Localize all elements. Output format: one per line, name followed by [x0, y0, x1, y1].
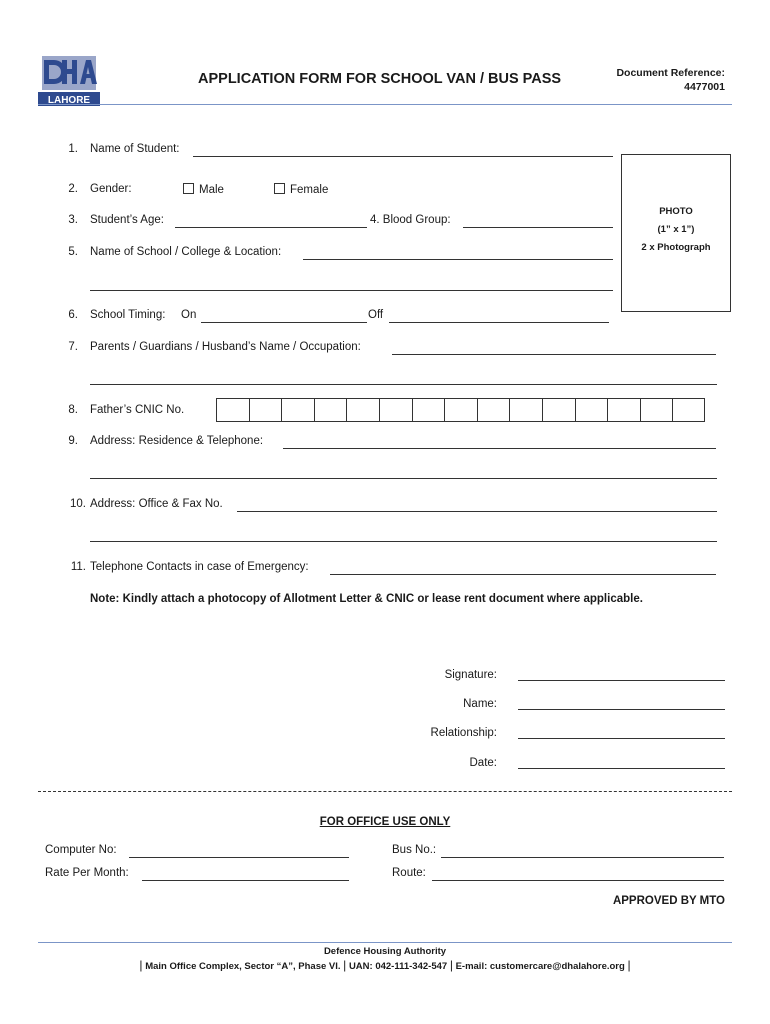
timing-on-field[interactable] [201, 322, 367, 323]
field-number: 11. [70, 561, 86, 573]
cnic-digit-box[interactable] [412, 398, 445, 422]
cnic-digit-box[interactable] [444, 398, 477, 422]
guardian-field[interactable] [392, 354, 716, 355]
residence-address-field-2[interactable] [90, 478, 717, 479]
checkbox-icon[interactable] [183, 183, 194, 194]
photo-size: (1” x 1”) [657, 224, 695, 235]
form-title: APPLICATION FORM FOR SCHOOL VAN / BUS PASS [198, 71, 562, 87]
cnic-label: Father’s CNIC No. [90, 404, 185, 416]
gender-label: Gender: [90, 183, 132, 195]
guardian-field-2[interactable] [90, 384, 717, 385]
field-number: 3. [68, 214, 78, 226]
footer-contact: | Main Office Complex, Sector “A”, Phase VI. | UAN: 042-111-342-547 | E-mail: customercare@dhalahore.org | [139, 958, 631, 972]
dha-logo [38, 50, 100, 106]
field-number: 7. [68, 341, 78, 353]
student-age-label: Student’s Age: [90, 214, 164, 226]
name-of-student-label: Name of Student: [90, 143, 180, 155]
bus-no-field[interactable] [441, 857, 724, 858]
relationship-field[interactable] [518, 738, 725, 739]
bus-no-label: Bus No.: [392, 844, 437, 856]
office-use-heading: FOR OFFICE USE ONLY [319, 816, 451, 828]
cnic-digit-box[interactable] [640, 398, 673, 422]
computer-no-field[interactable] [129, 857, 349, 858]
cnic-digit-box[interactable] [672, 398, 705, 422]
guardian-label: Parents / Guardians / Husband’s Name / Occupation: [90, 341, 361, 353]
office-address-field[interactable] [237, 511, 717, 512]
residence-address-field[interactable] [283, 448, 716, 449]
gender-female-option[interactable] [274, 183, 328, 196]
cnic-digit-box[interactable] [346, 398, 379, 422]
office-address-label: Address: Office & Fax No. [90, 498, 223, 510]
school-location-label: Name of School / College & Location: [90, 246, 282, 258]
signature-label: Signature: [444, 669, 497, 681]
school-location-field[interactable] [303, 259, 613, 260]
attachment-note: Note: Kindly attach a photocopy of Allotment Letter & CNIC or lease rent document where applicable. [90, 593, 643, 605]
field-number: 1. [68, 143, 78, 155]
timing-off-label: Off [368, 309, 384, 321]
relationship-label: Relationship: [430, 727, 497, 739]
timing-off-field[interactable] [389, 322, 609, 323]
cnic-digit-box[interactable] [281, 398, 314, 422]
approved-by-label: APPROVED BY MTO [612, 895, 725, 907]
office-address-field-2[interactable] [90, 541, 717, 542]
name-of-student-field[interactable] [193, 156, 613, 157]
route-label: Route: [392, 867, 426, 879]
header-rule [38, 104, 732, 105]
logo-text: LAHORE [47, 95, 91, 106]
school-timing-label: School Timing: [90, 309, 166, 321]
emergency-contact-label: Telephone Contacts in case of Emergency: [90, 561, 309, 573]
photo-title: PHOTO [659, 206, 693, 217]
signer-name-label: Name: [463, 698, 497, 710]
signer-name-field[interactable] [518, 709, 725, 710]
blood-group-label: 4. Blood Group: [370, 214, 451, 226]
doc-ref-value: 4477001 [684, 81, 725, 93]
date-label: Date: [469, 757, 497, 769]
photo-note: 2 x Photograph [641, 242, 711, 253]
timing-on-label: On [181, 309, 197, 321]
blood-group-field[interactable] [463, 227, 613, 228]
gender-male-option[interactable] [183, 183, 224, 196]
field-number: 9. [68, 435, 78, 447]
cnic-digit-box[interactable] [379, 398, 412, 422]
rate-per-month-label: Rate Per Month: [45, 867, 129, 879]
computer-no-label: Computer No: [45, 844, 117, 856]
photo-box[interactable] [621, 154, 731, 312]
route-field[interactable] [432, 880, 724, 881]
field-number: 2. [68, 183, 78, 195]
signature-field[interactable] [518, 680, 725, 681]
cnic-boxes[interactable] [216, 398, 705, 422]
footer-email[interactable]: E-mail: customercare@dhalahore.org [455, 961, 625, 972]
field-number: 8. [68, 404, 78, 416]
cnic-digit-box[interactable] [477, 398, 510, 422]
residence-address-label: Address: Residence & Telephone: [90, 435, 264, 447]
cnic-digit-box[interactable] [249, 398, 282, 422]
emergency-contact-field[interactable] [330, 574, 716, 575]
date-field[interactable] [518, 768, 725, 769]
footer-rule [38, 942, 732, 943]
cnic-digit-box[interactable] [314, 398, 347, 422]
female-label: Female [290, 184, 329, 196]
checkbox-icon[interactable] [274, 183, 285, 194]
cnic-digit-box[interactable] [575, 398, 608, 422]
field-number: 5. [68, 246, 78, 258]
field-number: 10. [70, 498, 86, 510]
cut-line [38, 791, 732, 792]
school-location-field-2[interactable] [90, 290, 613, 291]
cnic-digit-box[interactable] [509, 398, 542, 422]
footer-uan: UAN: 042-111-342-547 [348, 961, 448, 972]
footer-org: Defence Housing Authority [323, 946, 447, 957]
cnic-digit-box[interactable] [607, 398, 640, 422]
rate-per-month-field[interactable] [142, 880, 349, 881]
cnic-digit-box[interactable] [216, 398, 249, 422]
cnic-digit-box[interactable] [542, 398, 575, 422]
student-age-field[interactable] [175, 227, 367, 228]
footer-address: Main Office Complex, Sector “A”, Phase VI. [145, 961, 341, 972]
male-label: Male [199, 184, 224, 196]
doc-ref-label: Document Reference: [616, 67, 725, 79]
field-number: 6. [68, 309, 78, 321]
